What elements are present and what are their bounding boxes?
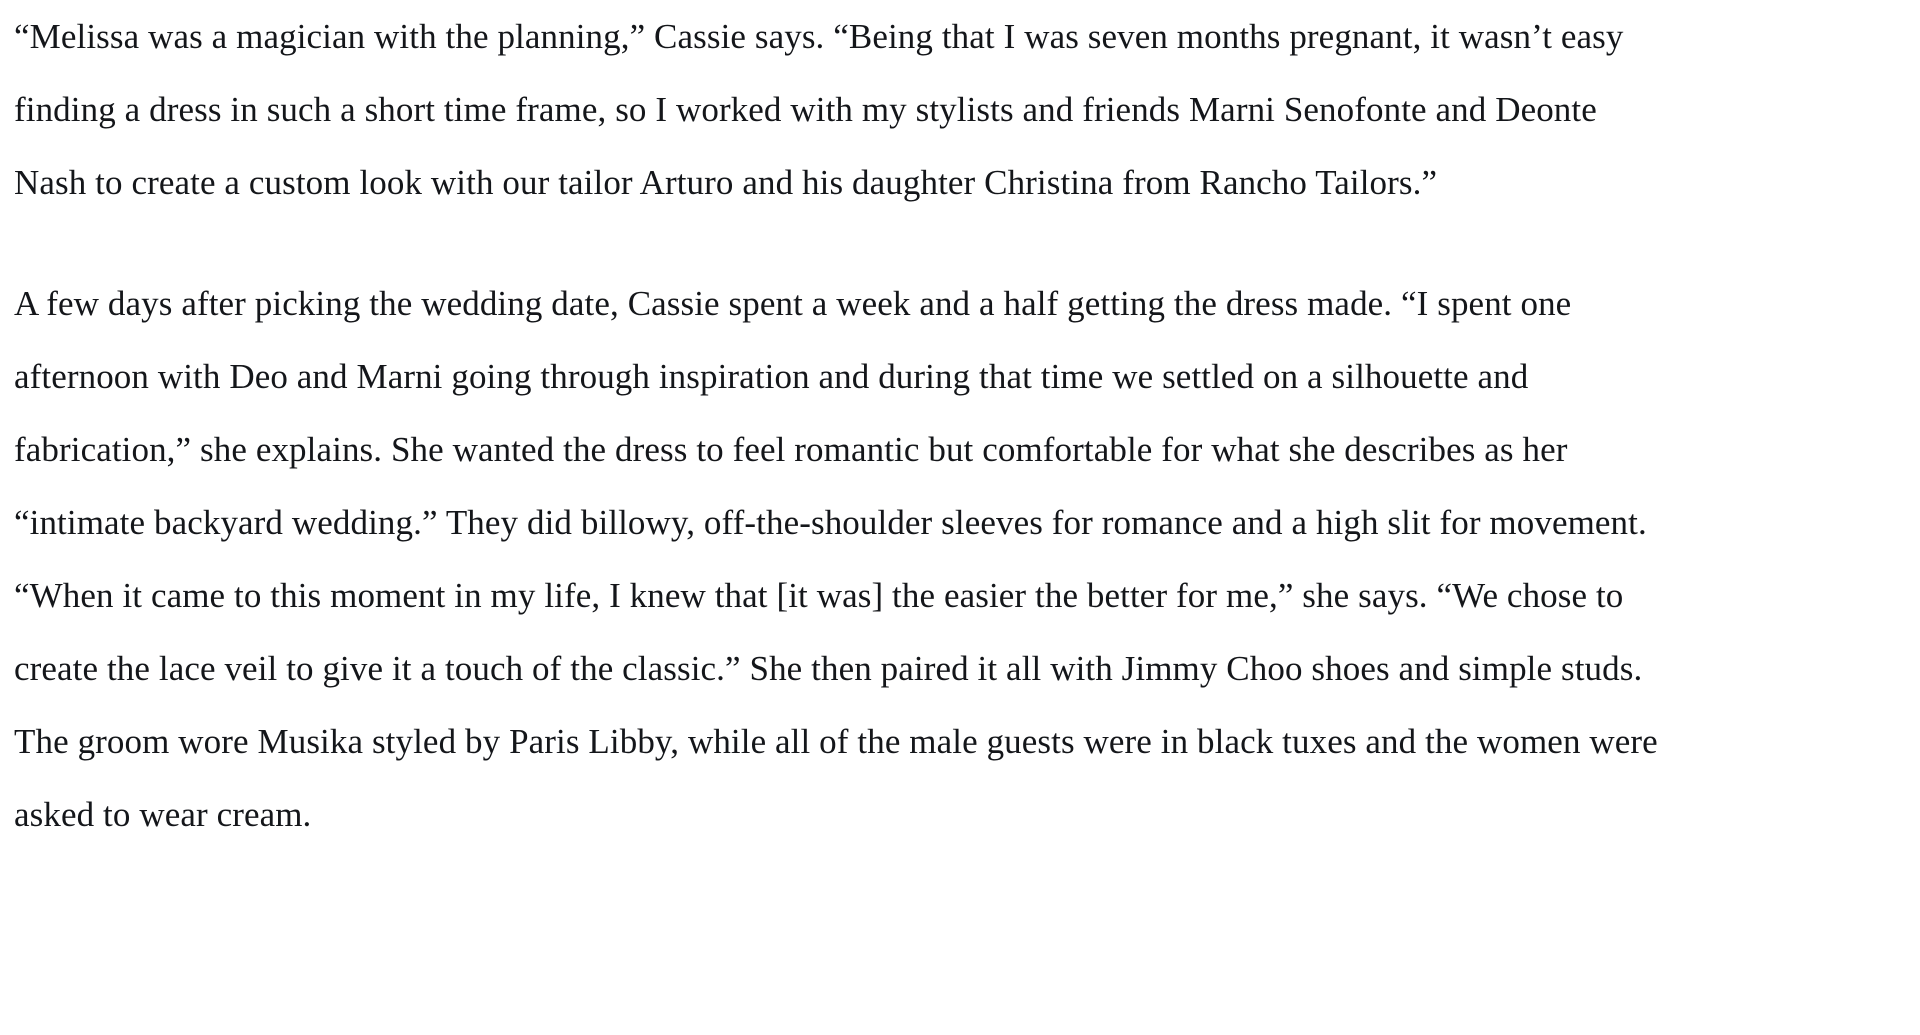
article-paragraph-1: “Melissa was a magician with the planning,” Cassie says. “Being that I was seven months pregnant, it wasn’t easy finding a dress in such a short time frame, so I worked with my stylists and friends Marni Senofonte and Deonte Nash to create a custom look with our tailor Arturo and his daughter Christina from Rancho Tailors.” bbox=[14, 17, 1624, 202]
article-paragraph-2: A few days after picking the wedding date, Cassie spent a week and a half getting the dress made. “I spent one afternoon with Deo and Marni going through inspiration and during that time we settled on a silhouette and fabrication,” she explains. She wanted the dress to feel romantic but comfortable for what she describes as her “intimate backyard wedding.” They did billowy, off-the-shoulder sleeves for romance and a high slit for movement. “When it came to this moment in my life, I knew that [it was] the easier the better for me,” she says. “We chose to create the lace veil to give it a touch of the classic.” She then paired it all with Jimmy Choo shoes and simple studs. The groom wore Musika styled by Paris Libby, while all of the male guests were in black tuxes and the women were asked to wear cream. bbox=[14, 284, 1658, 834]
